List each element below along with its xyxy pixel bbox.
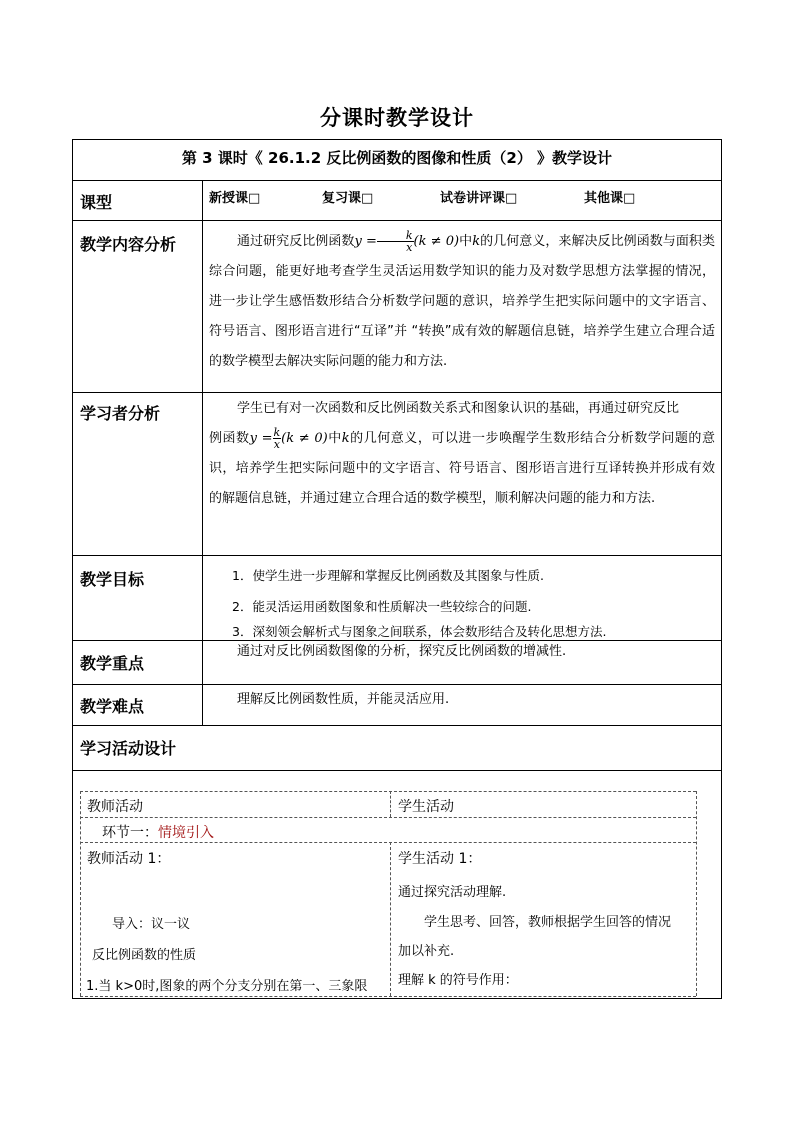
- goal-item-1: 1．使学生进一步理解和掌握反比例函数及其图象与性质.: [232, 568, 544, 583]
- key-point-text: 通过对反比例函数图像的分析，探究反比例函数的增减性.: [237, 644, 567, 659]
- row-divider: [72, 180, 722, 181]
- row-divider: [72, 770, 722, 771]
- student-activity-header: 学生活动: [398, 799, 454, 815]
- learner-analysis-label: 学习者分析: [80, 404, 161, 423]
- key-point-label: 教学重点: [80, 654, 145, 673]
- teacher-activity-1-line: 反比例函数的性质: [92, 948, 197, 963]
- fraction-numerator: k: [377, 230, 414, 242]
- student-activity-1-title: 学生活动 1：: [398, 851, 482, 867]
- teacher-activity-header: 教师活动: [87, 799, 143, 815]
- segment-name: 情境引入: [158, 825, 214, 841]
- activity-table-bottom: [80, 996, 696, 997]
- difficulty-label: 教学难点: [80, 697, 145, 716]
- formula-condition: (k ≠ 0): [281, 431, 328, 446]
- table-border-bottom: [72, 998, 722, 999]
- table-border-left: [72, 139, 73, 999]
- teacher-activity-1-title: 教师活动 1：: [87, 851, 171, 867]
- student-activity-1-line: 通过探究活动理解.: [398, 885, 507, 900]
- activity-column-divider: [390, 791, 391, 817]
- text-fragment: 中: [327, 431, 342, 446]
- learner-analysis-text-rest: 的意识，培养学生把实际问题中的文字语言、符号语言、图形语言进行互译转换并形成有效的解题信息链，并通过建立合理合适的数学模型，顺利解决问题的能力和方法.: [209, 431, 715, 506]
- content-analysis-text: [209, 227, 715, 377]
- option-review-lesson[interactable]: 复习课□: [322, 191, 374, 206]
- table-border-top: [72, 139, 722, 140]
- difficulty-text: 理解反比例函数性质，并能灵活应用.: [237, 692, 450, 707]
- lesson-design-table: [72, 139, 722, 999]
- teacher-activity-1-line: 导入：议一议: [112, 917, 191, 932]
- option-new-lesson[interactable]: 新授课□: [209, 191, 261, 206]
- goal-item-2: 2．能灵活运用函数图象和性质解决一些较综合的问题.: [232, 599, 532, 614]
- activity-table-divider: [80, 817, 696, 818]
- formula-lhs: y =: [249, 431, 273, 446]
- learner-analysis-text: [209, 394, 715, 514]
- option-other-lesson[interactable]: 其他课□: [584, 191, 636, 206]
- formula-fraction: [273, 427, 282, 450]
- activity-table-left: [80, 791, 81, 996]
- activity-table-top: [80, 791, 696, 792]
- page-title: 分课时教学设计: [320, 105, 474, 130]
- type-label: 课型: [80, 193, 113, 212]
- lesson-title: 第 3 课时《 26.1.2 反比例函数的图像和性质（2） 》教学设计: [181, 149, 613, 167]
- goal-item-3: 3．深刻领会解析式与图象之间联系，体会数形结合及转化思想方法.: [232, 624, 607, 639]
- student-activity-1-line: 理解 k 的符号作用：: [398, 973, 518, 988]
- activity-design-label: 学习活动设计: [80, 739, 177, 758]
- student-activity-1-line: 加以补充.: [398, 944, 455, 959]
- segment-prefix: 环节一：: [102, 825, 158, 841]
- row-divider: [72, 725, 722, 726]
- formula-condition: (k ≠ 0): [413, 234, 460, 249]
- fraction-numerator: k: [273, 426, 281, 439]
- activity-table-divider: [80, 842, 696, 843]
- text-fragment: 的几何意义，可以进一步唤醒学生数形结合分析数学问题: [349, 431, 689, 446]
- label-column-divider: [202, 180, 203, 725]
- formula-fraction: [377, 230, 414, 253]
- option-exam-review-lesson[interactable]: 试卷讲评课□: [440, 191, 518, 206]
- row-divider: [72, 220, 722, 221]
- student-activity-1-line: 学生思考、回答，教师根据学生回答的情况: [424, 915, 672, 930]
- teacher-activity-1-line: 1.当 k>0时,图象的两个分支分别在第一、三象限: [86, 979, 368, 994]
- content-analysis-text-rest: 类综合问题，能更好地考查学生灵活运用数学知识的能力及对数学思想方法掌握的情况，进一步让学生感悟数形结合分析数学问题的意识，培养学生把实际问题中的文字语言、符号语言、图形语言进行“互译”并 “转换”成有效的解题信息链，培养学生建立合理合适的数学模型去解决实际问题的能力和方法.: [209, 234, 715, 369]
- learner-analysis-line-1: 学生已有对一次函数和反比例函数关系式和图象认识的基础，再通过研究反比: [237, 401, 680, 416]
- variable-k: k: [472, 234, 481, 249]
- row-divider: [72, 555, 722, 556]
- row-divider: [72, 392, 722, 393]
- activity-table-right: [696, 791, 697, 996]
- learner-analysis-body: [209, 424, 715, 514]
- table-border-right: [721, 139, 722, 999]
- variable-k: k: [341, 431, 350, 446]
- fraction-denominator: x: [406, 241, 413, 254]
- content-analysis-label: 教学内容分析: [80, 235, 177, 254]
- text-fragment: 的几何意义，来解决反比例函数与面积: [480, 234, 702, 249]
- activity-column-divider: [390, 842, 391, 996]
- content-analysis-text-start: 通过研究反比例函数: [237, 234, 355, 249]
- formula-lhs: y =: [354, 234, 377, 249]
- fraction-denominator: x: [273, 438, 280, 451]
- segment-heading: [102, 822, 214, 842]
- text-fragment: 例函数: [209, 431, 250, 446]
- teaching-goals-label: 教学目标: [80, 570, 145, 589]
- text-fragment: 中: [459, 234, 473, 249]
